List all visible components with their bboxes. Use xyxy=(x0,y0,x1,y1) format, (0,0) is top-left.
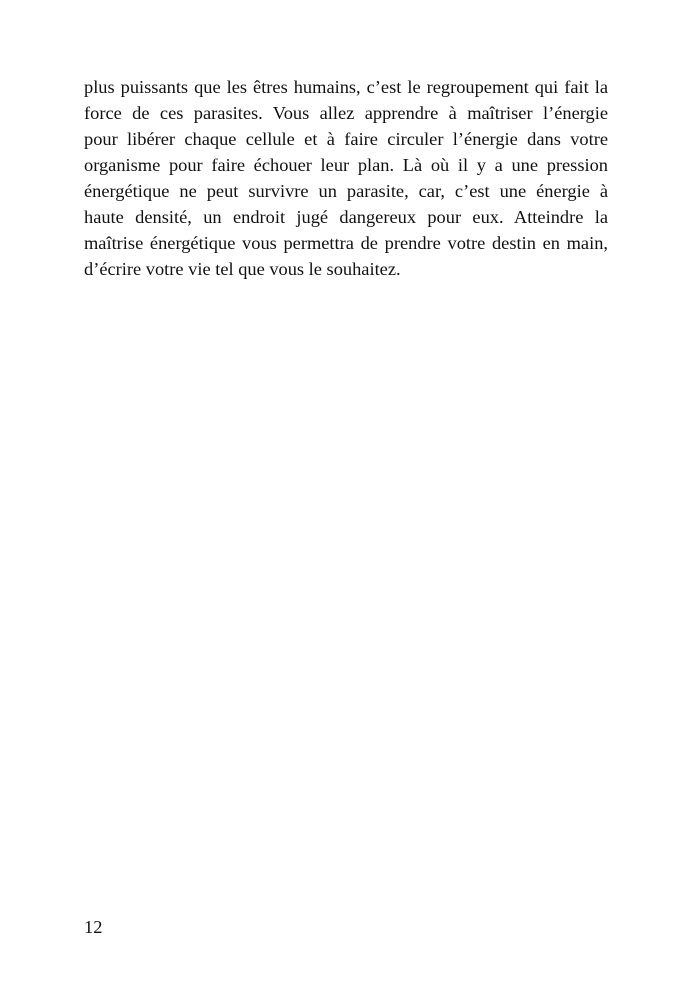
paragraph-line: haute densité, un endroit jugé dangereux pour eux. Atteindre la xyxy=(84,207,608,227)
paragraph-line: pour libérer chaque cellule et à faire circuler l’énergie dans votre xyxy=(84,129,608,149)
paragraph-line: d’écrire votre vie tel que vous le souhaitez. xyxy=(84,259,401,279)
paragraph-line: énergétique ne peut survivre un parasite, car, c’est une énergie à xyxy=(84,181,608,201)
paragraph-line: plus puissants que les êtres humains, c’est le regroupement qui fait la xyxy=(84,77,608,97)
paragraph-line: force de ces parasites. Vous allez apprendre à maîtriser l’énergie xyxy=(84,103,608,123)
page-number: 12 xyxy=(84,917,103,937)
paragraph-line: organisme pour faire échouer leur plan. Là où il y a une pression xyxy=(84,155,608,175)
paragraph-line: maîtrise énergétique vous permettra de prendre votre destin en main, xyxy=(84,233,608,253)
body-paragraph xyxy=(84,74,608,282)
